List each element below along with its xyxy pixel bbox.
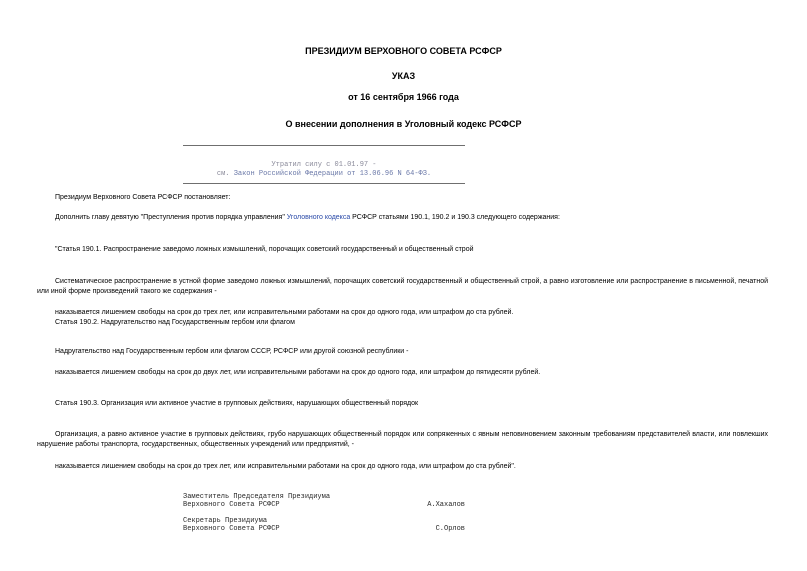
status-note-line2 [183, 169, 465, 179]
status-divider-bottom [183, 183, 465, 184]
signatory-1-position-line1: Заместитель Председателя Президиума [183, 493, 331, 501]
article-190-2-text: Надругательство над Государственным гербом или флагом СССР, РСФСР или другой союзной республики - [55, 348, 409, 355]
status-note-prefix: см. [216, 170, 234, 178]
amendment-intro-after: РСФСР статьями 190.1, 190.2 и 190.3 следующего содержания: [350, 214, 560, 221]
repealing-law-link[interactable]: Закон Российской Федерации от 13.06.96 N 64-ФЗ. [233, 170, 432, 178]
article-190-1-penalty: наказывается лишением свободы на срок до трех лет, или исправительными работами на срок до одного года, или штрафом до ста рублей. [55, 309, 514, 316]
preamble-paragraph: Президиум Верховного Совета РСФСР постановляет: [55, 194, 231, 201]
article-190-1-heading: "Статья 190.1. Распространение заведомо ложных измышлений, порочащих советский государственный и общественный строй [55, 246, 474, 253]
article-190-3-heading: Статья 190.3. Организация или активное участие в групповых действиях, нарушающих общественный порядок [55, 400, 419, 407]
signatory-2-position-line1: Секретарь Президиума [183, 517, 268, 525]
signatory-1-position-line2: Верховного Совета РСФСР [183, 501, 280, 509]
signatory-2-name: С.Орлов [435, 525, 465, 533]
status-note-line1: Утратил силу с 01.01.97 - [271, 161, 377, 169]
article-190-2-heading: Статья 190.2. Надругательство над Государственным гербом или флагом [55, 319, 295, 326]
criminal-code-link[interactable]: Уголовного кодекса [286, 214, 351, 221]
article-190-3-text: Организация, а равно активное участие в групповых действиях, грубо нарушающих общественный порядок или сопряженных с явным неповиновением законным требованиям представителей власти, или повлекших нарушение работы транспорта, государственных, общественных учреждений или предприятий, - [37, 431, 768, 448]
document-type-heading: УКАЗ [391, 71, 416, 81]
article-190-3-penalty: наказывается лишением свободы на срок до трех лет, или исправительными работами на срок до одного года, или штрафом до ста рублей". [55, 463, 516, 470]
signatory-2-position-line2: Верховного Совета РСФСР [183, 525, 280, 533]
amendment-intro-before: Дополнить главу девятую "Преступления против порядка управления" [55, 214, 287, 221]
article-190-1-text: Систематическое распространение в устной форме заведомо ложных измышлений, порочащих советский государственный и общественный строй, а равно изготовление или распространение в письменной, печатной или иной форме произведений такого же содержания - [37, 278, 768, 295]
article-190-2-penalty: наказывается лишением свободы на срок до двух лет, или исправительными работами на срок до одного года, или штрафом до пятидесяти рублей. [55, 369, 541, 376]
document-title: О внесении дополнения в Уголовный кодекс РСФСР [285, 119, 522, 129]
amendment-intro-paragraph [55, 213, 560, 223]
document-date: от 16 сентября 1966 года [348, 92, 459, 102]
signatory-1-name: А.Хахалов [427, 501, 465, 509]
issuer-heading: ПРЕЗИДИУМ ВЕРХОВНОГО СОВЕТА РСФСР [305, 46, 502, 56]
status-divider-top [183, 145, 465, 146]
